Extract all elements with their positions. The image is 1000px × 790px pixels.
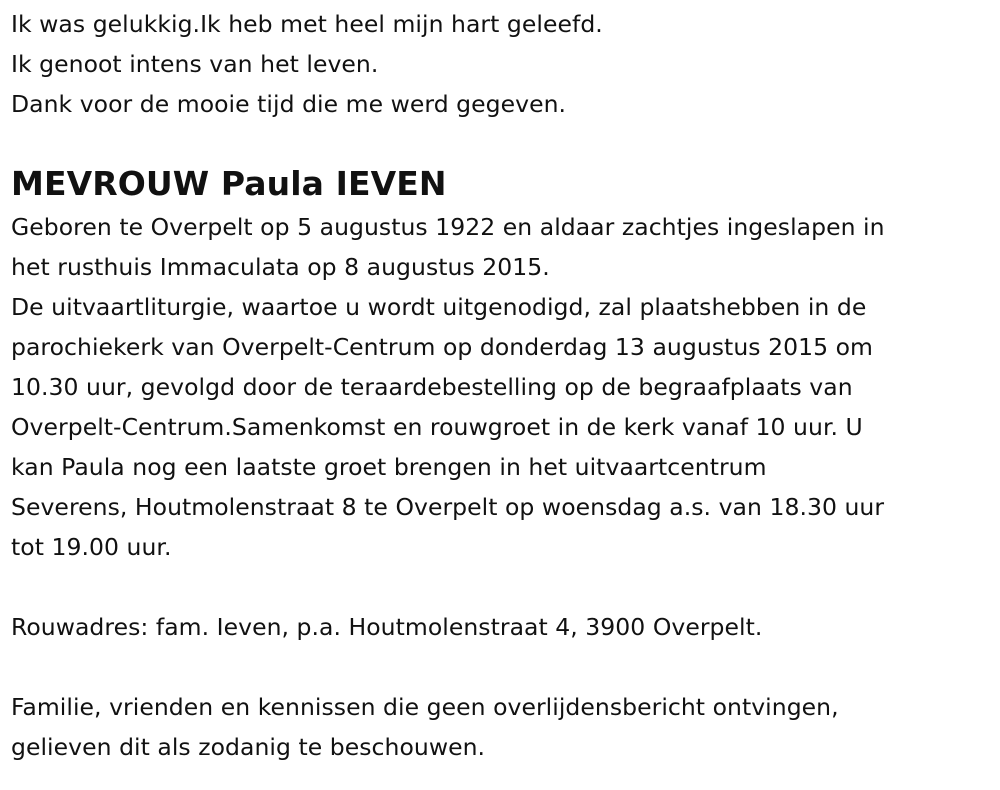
body-line: parochiekerk van Overpelt-Centrum op donderdag 13 augustus 2015 om (11, 333, 873, 361)
deceased-name-heading: MEVROUW Paula IEVEN (11, 164, 447, 203)
body-line: het rusthuis Immaculata op 8 augustus 2015. (11, 253, 550, 281)
body-line: tot 19.00 uur. (11, 533, 172, 561)
paragraph-gap (11, 647, 991, 687)
intro-line: Dank voor de mooie tijd die me werd gegeven. (11, 90, 567, 118)
closing-line: gelieven dit als zodanig te beschouwen. (11, 733, 486, 761)
mourning-address: Rouwadres: fam. Ieven, p.a. Houtmolenstraat 4, 3900 Overpelt. (11, 613, 763, 641)
body-line: Geboren te Overpelt op 5 augustus 1922 en aldaar zachtjes ingeslapen in (11, 213, 885, 241)
intro-line: Ik genoot intens van het leven. (11, 50, 379, 78)
intro-poem (11, 4, 991, 124)
body-line: De uitvaartliturgie, waartoe u wordt uitgenodigd, zal plaatshebben in de (11, 293, 867, 321)
closing-note (11, 687, 991, 767)
body-line: Overpelt-Centrum.Samenkomst en rouwgroet in de kerk vanaf 10 uur. U (11, 413, 863, 441)
paragraph-gap (11, 567, 991, 607)
obituary-notice (11, 4, 991, 767)
obituary-body (11, 207, 991, 567)
intro-line: Ik was gelukkig.Ik heb met heel mijn hart geleefd. (11, 10, 603, 38)
body-line: 10.30 uur, gevolgd door de teraardebestelling op de begraafplaats van (11, 373, 853, 401)
body-line: kan Paula nog een laatste groet brengen in het uitvaartcentrum (11, 453, 767, 481)
closing-line: Familie, vrienden en kennissen die geen overlijdensbericht ontvingen, (11, 693, 839, 721)
body-line: Severens, Houtmolenstraat 8 te Overpelt op woensdag a.s. van 18.30 uur (11, 493, 885, 521)
